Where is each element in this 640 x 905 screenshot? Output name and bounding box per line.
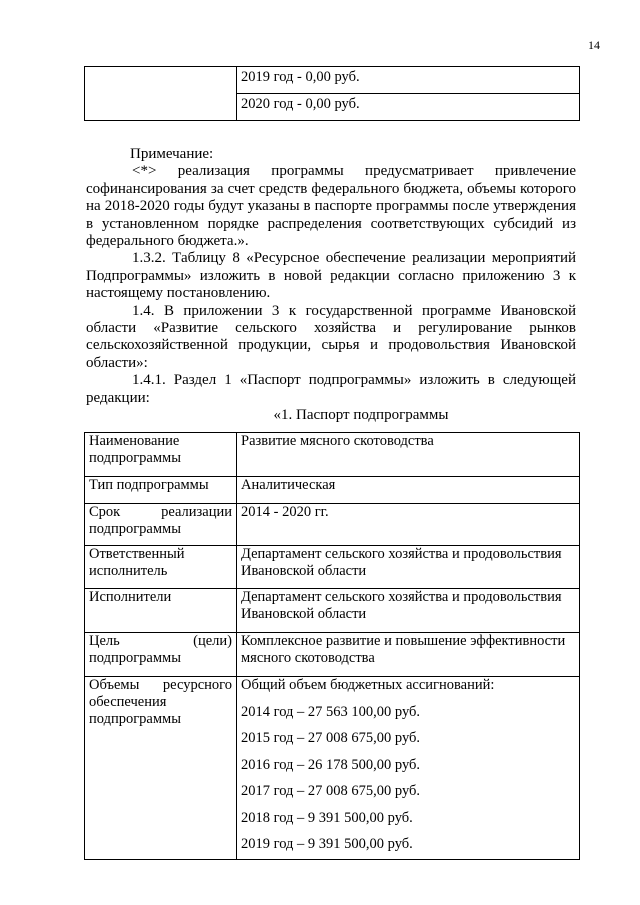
row-label-line: подпрограммы — [89, 650, 181, 666]
row-label-line: Цель (цели) — [89, 633, 232, 649]
note-body: <*> реализация программы предусматривает привлечение софинансирования за счет средств федерального бюджета, объемы которого на 2018-2020 годы будут указаны в паспорте программы после утверждения в установленном порядке распределения соответствующих субсидий из федерального бюджета.». — [86, 163, 576, 250]
note-heading: Примечание: — [130, 146, 214, 162]
row-label: Исполнители — [85, 589, 237, 633]
row-value: Департамент сельского хозяйства и продовольствия Ивановской области — [237, 589, 580, 633]
row-label: Объемы ресурсного обеспечения подпрограммы — [85, 677, 237, 860]
funding-volume-cell — [237, 677, 580, 860]
table-cell: 2019 год - 0,00 руб. — [237, 67, 580, 94]
document-body — [86, 146, 576, 425]
funding-line: 2017 год – 27 008 675,00 руб. — [241, 783, 421, 799]
table-row — [85, 633, 580, 677]
row-label-line: Срок реализации — [89, 504, 232, 520]
funding-line: 2014 год – 27 563 100,00 руб. — [241, 703, 421, 720]
table-row — [85, 677, 580, 860]
paragraph-1-4-1: 1.4.1. Раздел 1 «Паспорт подпрограммы» изложить в следующей редакции: — [86, 372, 576, 406]
empty-cell — [85, 67, 237, 121]
table-row — [85, 546, 580, 589]
funding-line: Общий объем бюджетных ассигнований: — [241, 677, 495, 693]
row-value: Аналитическая — [237, 477, 580, 504]
row-value: 2014 - 2020 гг. — [237, 504, 580, 546]
row-label — [85, 504, 237, 546]
row-label-line: подпрограммы — [89, 521, 181, 537]
table-row — [85, 504, 580, 546]
row-label — [85, 633, 237, 677]
table-row — [85, 589, 580, 633]
table-cell: 2020 год - 0,00 руб. — [237, 94, 580, 121]
table-row — [85, 433, 580, 477]
paragraph-1-3-2: 1.3.2. Таблицу 8 «Ресурсное обеспечение реализации мероприятий Подпрограммы» изложить в новой редакции согласно приложению 3 к настоящему постановлению. — [86, 250, 576, 302]
funding-line: 2018 год – 9 391 500,00 руб. — [241, 809, 413, 826]
funding-line: 2016 год – 26 178 500,00 руб. — [241, 756, 421, 773]
funding-continuation-table — [84, 66, 580, 121]
table-row — [85, 477, 580, 504]
row-value: Департамент сельского хозяйства и продовольствия Ивановской области — [237, 546, 580, 589]
paragraph-1-4: 1.4. В приложении 3 к государственной программе Ивановской области «Развитие сельского хозяйства и регулирование рынков сельскохозяйственной продукции, сырья и продовольствия Ивановской области»: — [86, 302, 576, 371]
passport-title: «1. Паспорт подпрограммы — [273, 407, 449, 424]
row-value: Комплексное развитие и повышение эффективности мясного скотоводства — [237, 633, 580, 677]
row-label: Ответственный исполнитель — [85, 546, 237, 589]
row-value: Развитие мясного скотоводства — [237, 433, 580, 477]
subprogram-passport-table — [84, 432, 580, 860]
page-number: 14 — [588, 38, 600, 52]
funding-line: 2019 год – 9 391 500,00 руб. — [241, 836, 413, 852]
row-label: Наименование подпрограммы — [85, 433, 237, 477]
table-row — [85, 67, 580, 94]
funding-line: 2015 год – 27 008 675,00 руб. — [241, 730, 421, 746]
row-label: Тип подпрограммы — [85, 477, 237, 504]
